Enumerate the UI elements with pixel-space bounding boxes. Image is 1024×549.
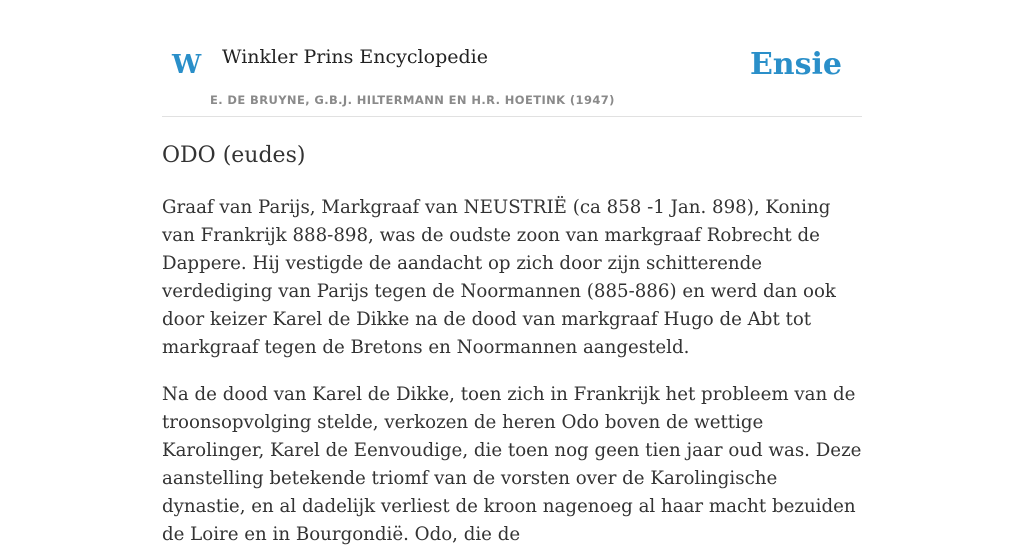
source-title[interactable]: Winkler Prins Encyclopedie: [222, 46, 488, 68]
source-header: [162, 0, 862, 117]
article-page: [162, 0, 862, 549]
article-title: ODO (eudes): [162, 143, 306, 168]
article-paragraph-1: Graaf van Parijs, Markgraaf van NEUSTRIË (ca 858 -1 Jan. 898), Koning van Frankrijk 888-898, was de oudste zoon van markgraaf Robrecht de Dappere. Hij vestigde de aandacht op zich door zijn schitterende verdediging van Parijs tegen de Noormannen (885-886) en werd dan ook door keizer Karel de Dikke na de dood van markgraaf Hugo de Abt tot markgraaf tegen de Bretons en Noormannen aangesteld.: [162, 197, 836, 359]
article-paragraph-2: Na de dood van Karel de Dikke, toen zich in Frankrijk het probleem van de troonsopvolging stelde, verkozen de heren Odo boven de wettige Karolinger, Karel de Eenvoudige, die toen nog geen tien jaar oud was. Deze aanstelling betekende triomf van de vorsten over de Karolingische dynastie, en al dadelijk verliest de kroon nagenoeg al haar macht bezuiden de Loire en in Bourgondië. Odo, die de: [162, 384, 862, 546]
source-logo-icon[interactable]: W: [172, 50, 202, 80]
ensie-logo[interactable]: Ensie: [749, 47, 842, 82]
source-authors: E. DE BRUYNE, G.B.J. HILTERMANN EN H.R. HOETINK (1947): [210, 93, 615, 107]
